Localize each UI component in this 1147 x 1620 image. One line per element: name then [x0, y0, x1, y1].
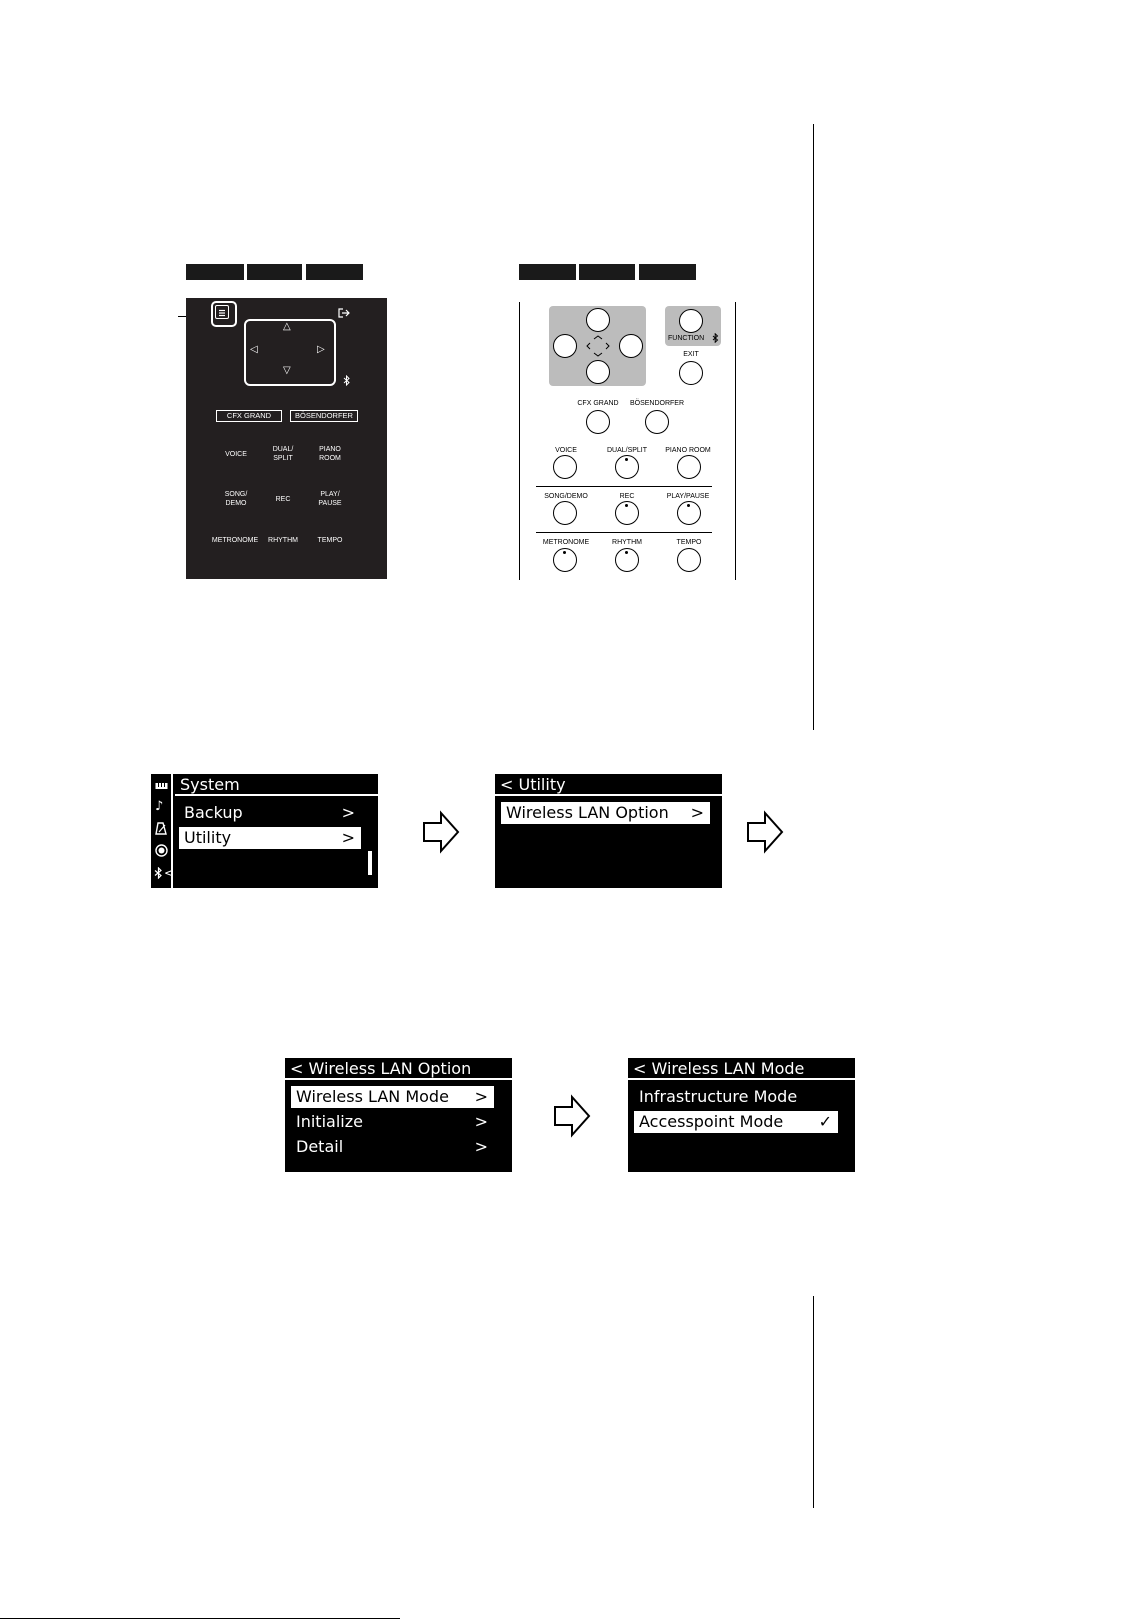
- function-button[interactable]: [679, 309, 703, 333]
- led-dot: [625, 504, 628, 507]
- rhythm-label: RHYTHM: [612, 539, 642, 546]
- menu-item-label: Infrastructure Mode: [639, 1087, 798, 1106]
- light-panel-left-edge: [519, 302, 520, 580]
- rec-label[interactable]: REC: [275, 496, 291, 503]
- piano-icon: [155, 780, 168, 790]
- down-button[interactable]: [586, 360, 610, 384]
- right-button[interactable]: [619, 334, 643, 358]
- screen-title: System: [175, 774, 378, 796]
- menu-item-label: Accesspoint Mode: [639, 1112, 784, 1131]
- cursor-arrows-icon: [584, 333, 612, 359]
- sidebar-pointer-icon: <: [164, 866, 175, 880]
- voice-button[interactable]: [553, 455, 577, 479]
- led-dot: [687, 504, 690, 507]
- dual-split-label[interactable]: DUAL/ SPLIT: [272, 446, 294, 462]
- menu-item-detail[interactable]: [291, 1136, 494, 1158]
- screen-title: < Wireless LAN Option: [285, 1058, 512, 1080]
- tempo-label: TEMPO: [676, 539, 702, 546]
- menu-item-wireless-lan-mode[interactable]: [291, 1086, 494, 1108]
- bosendorfer-button[interactable]: [645, 410, 669, 434]
- dual-split-label: DUAL/SPLIT: [606, 447, 648, 454]
- menu-item-accesspoint-mode[interactable]: [634, 1111, 838, 1133]
- screen-title: < Wireless LAN Mode: [628, 1058, 855, 1080]
- metronome-label[interactable]: METRONOME: [211, 537, 259, 544]
- metronome-icon: [155, 822, 167, 835]
- note-icon: ♪: [155, 799, 164, 814]
- menu-item-label: Detail: [296, 1137, 344, 1156]
- chevron-right-icon: >: [474, 1137, 488, 1156]
- piano-room-label[interactable]: PIANO ROOM: [319, 446, 341, 462]
- model-tab: [579, 264, 635, 280]
- system-screen: [151, 774, 378, 888]
- rec-label: REC: [619, 493, 635, 500]
- rhythm-label[interactable]: RHYTHM: [268, 537, 298, 544]
- song-demo-label: SONG/DEMO: [544, 493, 588, 500]
- light-panel-right-edge: [735, 302, 736, 580]
- dark-control-panel: [186, 298, 387, 579]
- margin-rule-bottom: [813, 1296, 814, 1508]
- piano-room-button[interactable]: [677, 455, 701, 479]
- song-demo-button[interactable]: [553, 501, 577, 525]
- metronome-label: METRONOME: [542, 539, 590, 546]
- left-button[interactable]: [553, 334, 577, 358]
- menu-item-initialize[interactable]: [291, 1111, 494, 1133]
- led-dot: [625, 551, 628, 554]
- chevron-right-icon: >: [690, 803, 704, 822]
- model-tab: [519, 264, 576, 280]
- model-tab: [639, 264, 696, 280]
- bluetooth-icon: [712, 333, 719, 343]
- bluetooth-icon: [343, 375, 351, 386]
- menu-item-label: Wireless LAN Mode: [296, 1087, 449, 1106]
- model-tab: [306, 264, 363, 280]
- model-tab: [247, 264, 302, 280]
- margin-rule-top: [813, 124, 814, 730]
- up-button[interactable]: [586, 308, 610, 332]
- tempo-button[interactable]: [677, 548, 701, 572]
- cfx-grand-label: CFX GRAND: [577, 400, 619, 407]
- play-pause-label[interactable]: PLAY/ PAUSE: [318, 491, 342, 507]
- right-triangle-icon[interactable]: ▷: [317, 344, 325, 355]
- next-arrow-icon: [421, 810, 461, 854]
- separator-line: [536, 486, 712, 487]
- menu-item-label: Wireless LAN Option: [506, 803, 669, 822]
- wireless-lan-mode-screen: [628, 1058, 855, 1172]
- menu-item-infrastructure-mode[interactable]: [634, 1086, 838, 1108]
- up-triangle-icon[interactable]: △: [283, 321, 291, 332]
- chevron-right-icon: >: [474, 1112, 488, 1131]
- exit-label: EXIT: [683, 351, 699, 358]
- left-triangle-icon[interactable]: ◁: [250, 344, 258, 355]
- voice-label[interactable]: VOICE: [225, 451, 247, 458]
- menu-item-label: Utility: [184, 828, 232, 847]
- led-dot: [625, 458, 628, 461]
- bosendorfer-label: BÖSENDORFER: [629, 400, 685, 407]
- screen-title: < Utility: [495, 774, 722, 796]
- menu-item-utility[interactable]: [179, 827, 361, 849]
- cfx-grand-button[interactable]: [586, 410, 610, 434]
- menu-item-label: Backup: [184, 803, 243, 822]
- led-dot: [563, 551, 566, 554]
- record-icon: [155, 844, 168, 857]
- song-demo-label[interactable]: SONG/ DEMO: [224, 491, 248, 507]
- wireless-lan-option-screen: [285, 1058, 512, 1172]
- menu-item-wireless-lan-option[interactable]: [501, 802, 710, 824]
- footer-rule: [0, 1618, 400, 1619]
- cfx-grand-label[interactable]: CFX GRAND: [216, 410, 282, 422]
- scrollbar[interactable]: [368, 851, 372, 875]
- exit-button[interactable]: [679, 361, 703, 385]
- checkmark-icon: ✓: [818, 1112, 832, 1131]
- piano-room-label: PIANO ROOM: [665, 447, 711, 454]
- exit-icon[interactable]: [338, 308, 350, 318]
- menu-item-label: Initialize: [296, 1112, 363, 1131]
- bosendorfer-label[interactable]: BÖSENDORFER: [290, 410, 358, 422]
- chevron-right-icon: >: [341, 803, 355, 822]
- bluetooth-icon: [154, 867, 164, 879]
- next-arrow-icon: [745, 810, 785, 854]
- play-pause-label: PLAY/PAUSE: [666, 493, 710, 500]
- utility-screen: [495, 774, 722, 888]
- separator-line: [536, 532, 712, 533]
- model-tab: [186, 264, 244, 280]
- tempo-label[interactable]: TEMPO: [317, 537, 343, 544]
- chevron-right-icon: >: [341, 828, 355, 847]
- chevron-right-icon: >: [474, 1087, 488, 1106]
- menu-item-backup[interactable]: [179, 802, 361, 824]
- menu-icon[interactable]: [215, 305, 229, 319]
- function-label: FUNCTION: [668, 335, 705, 342]
- next-arrow-icon: [552, 1094, 592, 1138]
- down-triangle-icon[interactable]: ▽: [283, 365, 291, 376]
- voice-label: VOICE: [555, 447, 577, 454]
